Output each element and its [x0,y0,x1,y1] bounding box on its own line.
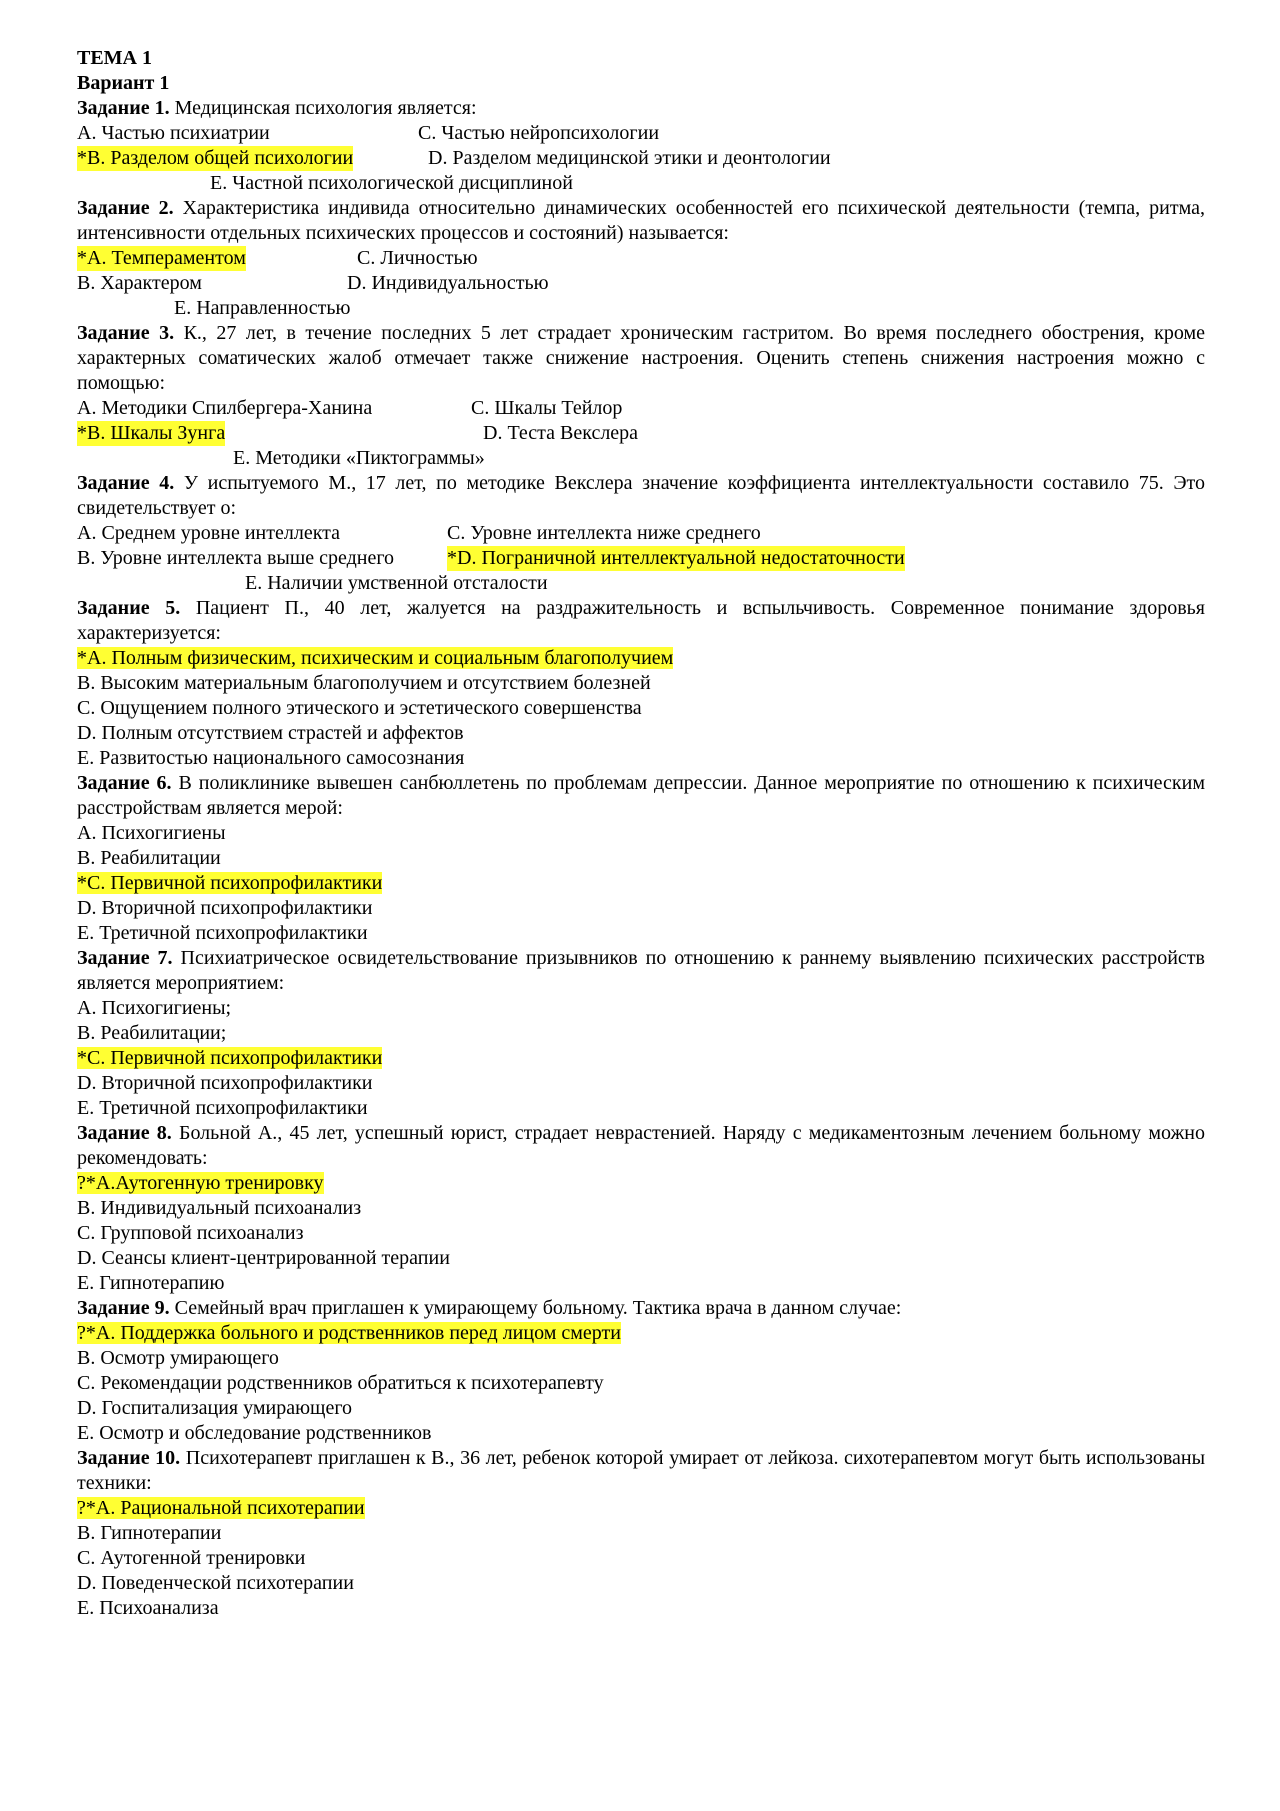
answer-e: Е. Развитостью национального самосознания [77,747,465,769]
answer-b: В. Гипнотерапии [77,1522,222,1544]
answer-b: В. Индивидуальный психоанализ [77,1197,362,1219]
question-text: В поликлинике вывешен санбюллетень по проблемам депрессии. Данное мероприятие по отношению к психическим расстройствам является мерой: [77,772,1206,819]
variant-label: Вариант 1 [77,72,170,94]
question-label: Задание 10. [77,1447,181,1469]
answer-row [77,521,1205,546]
answer-d: D. Вторичной психопрофилактики [77,897,373,919]
answer-d: D. Сеансы клиент-центрированной терапии [77,1247,450,1269]
answer-c-correct: *С. Первичной психопрофилактики [77,1047,383,1069]
question-label: Задание 5. [77,597,181,619]
question-8 [77,1121,1205,1171]
question-2 [77,196,1205,246]
answer-a: А. Психогигиены; [77,997,232,1019]
answer-a: А. Психогигиены [77,822,226,844]
question-10 [77,1446,1205,1496]
answer-b: В. Реабилитации [77,847,221,869]
answer-c: С. Уровне интеллекта ниже среднего [447,522,761,544]
answer-e: Е. Частной психологической дисциплиной [210,172,573,194]
answer-a: А. Среднем уровне интеллекта [77,522,341,544]
answer-row [77,871,1205,896]
answer-row [77,246,1205,271]
question-text: Характеристика индивида относительно динамических особенностей его психической деятельности (темпа, ритма, интенсивности отдельных психических процессов и состояний) называется: [77,197,1205,244]
document-content [77,46,1205,1621]
answer-c: С. Шкалы Тейлор [471,397,623,419]
question-label: Задание 7. [77,947,173,969]
answer-b: В. Реабилитации; [77,1022,227,1044]
answer-b-correct: *В. Шкалы Зунга [77,422,226,444]
question-label: Задание 6. [77,772,172,794]
answer-b: В. Характером [77,272,202,294]
answer-d: D. Вторичной психопрофилактики [77,1072,373,1094]
answer-d: D. Госпитализация умирающего [77,1397,353,1419]
question-text: Психотерапевт приглашен к В., 36 лет, ребенок которой умирает от лейкоза. сихотерапевтом могут быть использованы техники: [77,1447,1206,1494]
question-text: Семейный врач приглашен к умирающему больному. Тактика врача в данном случае: [174,1297,902,1319]
answer-c-correct: *С. Первичной психопрофилактики [77,872,383,894]
question-text: К., 27 лет, в течение последних 5 лет страдает хроническим гастритом. Во время последнего обострения, кроме характерных соматических жалоб отмечает также снижение настроения. Оценить степень снижения настроения можно с помощью: [77,322,1206,394]
question-text: У испытуемого М., 17 лет, по методике Векслера значение коэффициента интеллектуальности составило 75. Это свидетельствует о: [77,472,1205,519]
answer-b: В. Высоким материальным благополучием и отсутствием болезней [77,672,651,694]
answer-a-correct: ?*А.Аутогенную тренировку [77,1172,324,1194]
answer-a: А. Методики Спилбергера-Ханина [77,397,373,419]
question-label: Задание 3. [77,322,175,344]
question-label: Задание 4. [77,472,175,494]
answer-a-correct: *А. Темпераментом [77,247,246,269]
answer-row [77,646,1205,671]
answer-e: Е. Наличии умственной отсталости [245,572,548,594]
answer-e: Е. Методики «Пиктограммы» [233,447,485,469]
answer-d: D. Полным отсутствием страстей и аффектов [77,722,464,744]
question-1 [77,96,1205,121]
answer-d: D. Индивидуальностью [347,272,549,294]
question-text: Больной А., 45 лет, успешный юрист, страдает неврастенией. Наряду с медикаментозным лечением больному можно рекомендовать: [77,1122,1206,1169]
answer-e: Е. Третичной психопрофилактики [77,1097,368,1119]
answer-row [77,121,1205,146]
answer-d-correct: *D. Пограничной интеллектуальной недостаточности [447,547,905,569]
answer-row [77,396,1205,421]
answer-row [77,1321,1205,1346]
answer-e: Е. Гипнотерапию [77,1272,225,1294]
answer-row [77,1046,1205,1071]
question-label: Задание 9. [77,1297,170,1319]
question-label: Задание 1. [77,97,170,119]
answer-row [77,146,1205,171]
question-6 [77,771,1205,821]
answer-row [77,546,1205,571]
answer-e: Е. Третичной психопрофилактики [77,922,368,944]
question-label: Задание 8. [77,1122,172,1144]
answer-a: А. Частью психиатрии [77,122,270,144]
answer-c: С. Рекомендации родственников обратиться к психотерапевту [77,1372,604,1394]
answer-row [77,171,1205,196]
answer-a-correct: ?*А. Рациональной психотерапии [77,1497,365,1519]
answer-row [77,571,1205,596]
answer-e: Е. Психоанализа [77,1597,219,1619]
answer-row [77,421,1205,446]
answer-c: С. Личностью [357,247,478,269]
question-text: Медицинская психология является: [174,97,477,119]
question-text: Пациент П., 40 лет, жалуется на раздражительность и вспыльчивость. Современное понимание здоровья характеризуется: [77,597,1205,644]
answer-d: D. Теста Векслера [483,422,639,444]
question-7 [77,946,1205,996]
answer-a-correct: ?*А. Поддержка больного и родственников перед лицом смерти [77,1322,621,1344]
answer-b: В. Уровне интеллекта выше среднего [77,547,395,569]
answer-row [77,1171,1205,1196]
answer-c: С. Групповой психоанализ [77,1222,304,1244]
answer-row [77,1496,1205,1521]
question-text: Психиатрическое освидетельствование призывников по отношению к раннему выявлению психических расстройств является мероприятием: [77,947,1205,994]
question-3 [77,321,1205,396]
question-9 [77,1296,1205,1321]
answer-c: С. Ощущением полного этического и эстетического совершенства [77,697,642,719]
answer-d: D. Поведенческой психотерапии [77,1572,354,1594]
answer-b-correct: *В. Разделом общей психологии [77,147,354,169]
answer-b: В. Осмотр умирающего [77,1347,279,1369]
answer-a-correct: *А. Полным физическим, психическим и социальным благополучием [77,647,674,669]
question-5 [77,596,1205,646]
answer-e: Е. Осмотр и обследование родственников [77,1422,432,1444]
answer-row [77,446,1205,471]
question-label: Задание 2. [77,197,174,219]
answer-row [77,296,1205,321]
question-4 [77,471,1205,521]
answer-c: С. Частью нейропсихологии [418,122,660,144]
answer-d: D. Разделом медицинской этики и деонтологии [428,147,831,169]
doc-title: ТЕМА 1 [77,47,152,69]
answer-e: Е. Направленностью [174,297,351,319]
answer-c: С. Аутогенной тренировки [77,1547,306,1569]
answer-row [77,271,1205,296]
